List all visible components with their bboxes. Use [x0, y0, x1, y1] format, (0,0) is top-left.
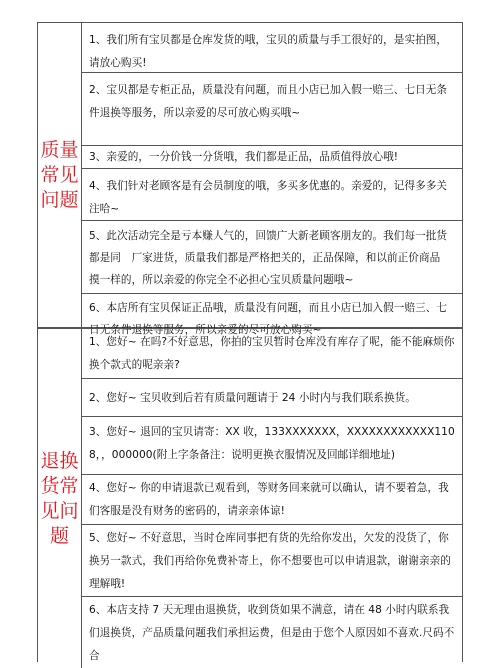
return-row-2: 2、您好~ 宝贝收到后若有质量问题请于 24 小时内与我们联系换货。	[82, 379, 462, 417]
quality-row-4: 4、我们针对老顾客是有会员制度的哦，多买多优惠的。亲爱的，记得多多关注哈~	[82, 169, 462, 221]
return-row-4: 4、您好~ 你的申请退款已观看到，等财务回来就可以确认，请不要着急，我们客服是没有财务的密码的，请亲亲体谅!	[82, 475, 462, 525]
faq-table	[37, 22, 463, 662]
quality-row-3: 3、亲爱的，一分价钱一分货哦，我们都是正品，品质值得放心哦!	[82, 146, 462, 169]
return-row-3: 3、您好~ 退回的宝贝请寄：XX 收，133XXXXXXX，XXXXXXXXXXXX1108，，000000(附上字条备注：说明更换衣服情况及回邮详细地址)	[82, 417, 462, 475]
quality-row-2: 2、宝贝都是专柜正品，质量没有问题，而且小店已加入假一赔三、七日无条件退换等服务，所以亲爱的尽可放心购买哦~	[82, 73, 462, 146]
return-row-5: 5、您好~ 不好意思，当时仓库同事把有货的先给你发出，欠发的没货了，你换另一款式，我们再给你免费补寄上，你不想要也可以申请退款，谢谢亲亲的理解哦!	[82, 525, 462, 597]
quality-category-label: 质量常见问题	[40, 138, 79, 211]
return-row-6: 6、本店支持 7 天无理由退换货，收到货如果不满意，请在 48 小时内联系我们退换货，产品质量问题我们承担运费，但是由于您个人原因如不喜欢.尺码不合	[89, 604, 455, 662]
return-row-1: 1、您好~ 在吗?不好意思，你拍的宝贝暂时仓库没有库存了呢，能不能麻烦你换个款式的呢亲亲?	[82, 329, 462, 379]
quality-category-cell	[38, 23, 82, 327]
quality-rows	[82, 23, 462, 336]
return-category-cell	[38, 328, 82, 668]
return-category-label: 退换货常见问题	[40, 449, 79, 547]
return-section	[38, 328, 462, 668]
quality-row-1: 1、我们所有宝贝都是仓库发货的哦，宝贝的质量与手工很好的，是实拍图，请放心购买!	[82, 23, 462, 73]
quality-row-5: 5、此次活动完全是亏本赚人气的，回馈广大新老顾客朋友的。我们每一批货都是同 厂家进货，质量我们都是严格把关的，正品保障，和以前正价商品 摸一样的，所以亲爱的你完全不必担心宝贝质量问题哦~	[82, 221, 462, 294]
quality-section	[38, 23, 462, 336]
quality-row-6: 6、本店所有宝贝保证正品哦，质量没有问题，而且小店已加入假一赔三、七日无条件退换等服务，所以亲爱的尽可放心购买~	[89, 302, 448, 336]
return-rows	[82, 328, 462, 668]
